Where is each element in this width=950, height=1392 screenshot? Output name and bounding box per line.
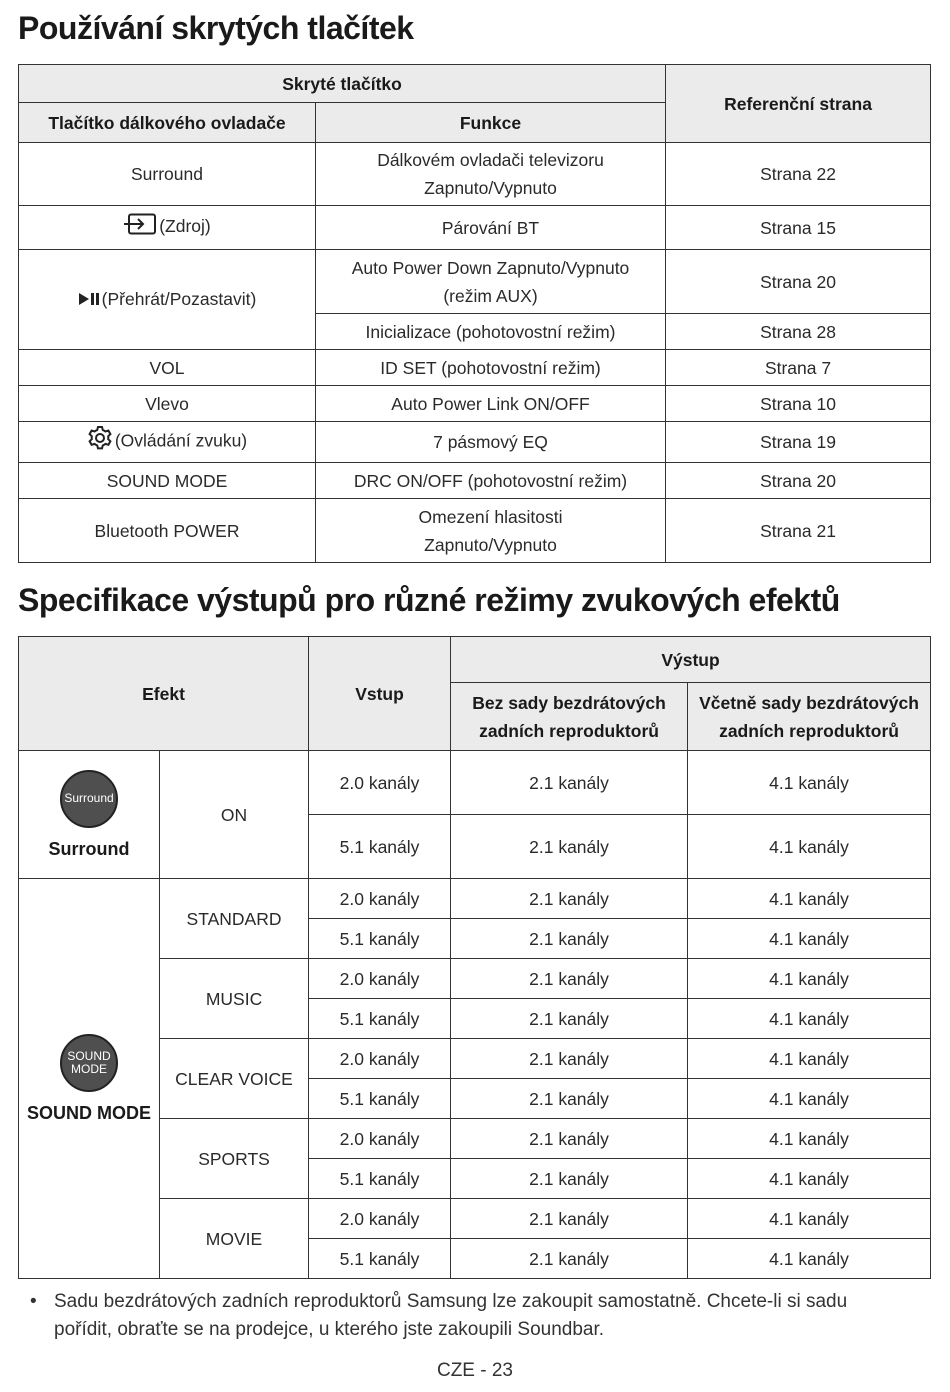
output-without: 2.1 kanály (451, 1119, 688, 1159)
effect-label: SOUND MODE (26, 1102, 151, 1123)
output-without: 2.1 kanály (451, 919, 688, 959)
remote-button: SOUND MODE (19, 463, 316, 499)
output-with: 4.1 kanály (688, 1079, 931, 1119)
function: 7 pásmový EQ (316, 422, 666, 463)
play-pause-icon (78, 286, 100, 314)
header-output: Výstup (451, 637, 931, 683)
header-remote-button: Tlačítko dálkového ovladače (19, 103, 316, 143)
output-without: 2.1 kanály (451, 959, 688, 999)
function: DRC ON/OFF (pohotovostní režim) (316, 463, 666, 499)
reference-page: Strana 19 (666, 422, 931, 463)
output-without: 2.1 kanály (451, 751, 688, 815)
output-with: 4.1 kanály (688, 879, 931, 919)
table-row (19, 250, 931, 314)
effect-label: Surround (48, 838, 130, 859)
reference-page: Strana 20 (666, 463, 931, 499)
table-row (19, 386, 931, 422)
reference-page: Strana 28 (666, 314, 931, 350)
table-row (19, 879, 931, 919)
output-without: 2.1 kanály (451, 1039, 688, 1079)
function: Inicializace (pohotovostní režim) (316, 314, 666, 350)
output-with: 4.1 kanály (688, 1239, 931, 1279)
function: Auto Power Link ON/OFF (316, 386, 666, 422)
mode: CLEAR VOICE (160, 1039, 309, 1119)
output-without: 2.1 kanály (451, 815, 688, 879)
reference-page: Strana 20 (666, 250, 931, 314)
table-row (19, 499, 931, 563)
table-row (19, 143, 931, 206)
function: Auto Power Down Zapnuto/Vypnuto (režim AUX) (316, 250, 666, 314)
output-without: 2.1 kanály (451, 1239, 688, 1279)
header-effect: Efekt (19, 637, 309, 751)
table-row (19, 350, 931, 386)
header-with-rear-speakers: Včetně sady bezdrátových zadních reproduktorů (688, 683, 931, 751)
remote-button: (Zdroj) (19, 206, 316, 250)
output-without: 2.1 kanály (451, 879, 688, 919)
output-with: 4.1 kanály (688, 959, 931, 999)
mode: MUSIC (160, 959, 309, 1039)
section-title-hidden-buttons: Používání skrytých tlačítek (18, 10, 414, 46)
gear-icon (87, 425, 113, 459)
function: Párování BT (316, 206, 666, 250)
remote-button: Bluetooth POWER (19, 499, 316, 563)
section-title-output-specs: Specifikace výstupů pro různé režimy zvukových efektů (18, 582, 840, 618)
reference-page: Strana 10 (666, 386, 931, 422)
remote-button: (Přehrát/Pozastavit) (19, 250, 316, 350)
function: Omezení hlasitosti Zapnuto/Vypnuto (316, 499, 666, 563)
page-number: CZE - 23 (436, 1360, 514, 1381)
output-with: 4.1 kanály (688, 1119, 931, 1159)
output-without: 2.1 kanály (451, 1159, 688, 1199)
footnote-text: Sadu bezdrátových zadních reproduktorů Samsung lze zakoupit samostatně. Chcete-li si sadu pořídit, obraťte se na prodejce, u kterého jste zakoupili Soundbar. (54, 1291, 848, 1340)
header-reference-page: Referenční strana (666, 65, 931, 143)
effect-sound-mode (19, 879, 160, 1279)
input: 5.1 kanály (309, 815, 451, 879)
table-row (19, 422, 931, 463)
input: 5.1 kanály (309, 919, 451, 959)
table-row (19, 751, 931, 815)
remote-button: VOL (19, 350, 316, 386)
remote-button: Vlevo (19, 386, 316, 422)
output-with: 4.1 kanály (688, 1199, 931, 1239)
footnote (30, 1288, 910, 1344)
output-without: 2.1 kanály (451, 1079, 688, 1119)
output-with: 4.1 kanály (688, 999, 931, 1039)
input: 2.0 kanály (309, 751, 451, 815)
input: 2.0 kanály (309, 1039, 451, 1079)
remote-button: (Ovládání zvuku) (19, 422, 316, 463)
bullet-icon: • (30, 1291, 37, 1312)
remote-button: Surround (19, 143, 316, 206)
header-function: Funkce (316, 103, 666, 143)
input: 5.1 kanály (309, 999, 451, 1039)
reference-page: Strana 22 (666, 143, 931, 206)
output-with: 4.1 kanály (688, 1159, 931, 1199)
reference-page: Strana 7 (666, 350, 931, 386)
function: Dálkovém ovladači televizoru Zapnuto/Vypnuto (316, 143, 666, 206)
output-without: 2.1 kanály (451, 1199, 688, 1239)
function: ID SET (pohotovostní režim) (316, 350, 666, 386)
sound-mode-button-icon: SOUND MODE (60, 1034, 118, 1092)
surround-button-icon: Surround (60, 770, 118, 828)
output-specs-table (18, 636, 931, 1279)
source-icon (123, 213, 157, 243)
mode: ON (160, 751, 309, 879)
mode: SPORTS (160, 1119, 309, 1199)
output-without: 2.1 kanály (451, 999, 688, 1039)
mode: STANDARD (160, 879, 309, 959)
header-without-rear-speakers: Bez sady bezdrátových zadních reproduktorů (451, 683, 688, 751)
reference-page: Strana 15 (666, 206, 931, 250)
reference-page: Strana 21 (666, 499, 931, 563)
effect-surround (19, 751, 160, 879)
input: 2.0 kanály (309, 1199, 451, 1239)
header-hidden-button: Skryté tlačítko (19, 65, 666, 103)
input: 5.1 kanály (309, 1159, 451, 1199)
input: 2.0 kanály (309, 879, 451, 919)
input: 5.1 kanály (309, 1239, 451, 1279)
output-with: 4.1 kanály (688, 919, 931, 959)
header-input: Vstup (309, 637, 451, 751)
table-row (19, 463, 931, 499)
input: 2.0 kanály (309, 959, 451, 999)
input: 5.1 kanály (309, 1079, 451, 1119)
output-with: 4.1 kanály (688, 1039, 931, 1079)
hidden-buttons-table (18, 64, 931, 563)
output-with: 4.1 kanály (688, 815, 931, 879)
input: 2.0 kanály (309, 1119, 451, 1159)
table-row (19, 206, 931, 250)
output-with: 4.1 kanály (688, 751, 931, 815)
mode: MOVIE (160, 1199, 309, 1279)
